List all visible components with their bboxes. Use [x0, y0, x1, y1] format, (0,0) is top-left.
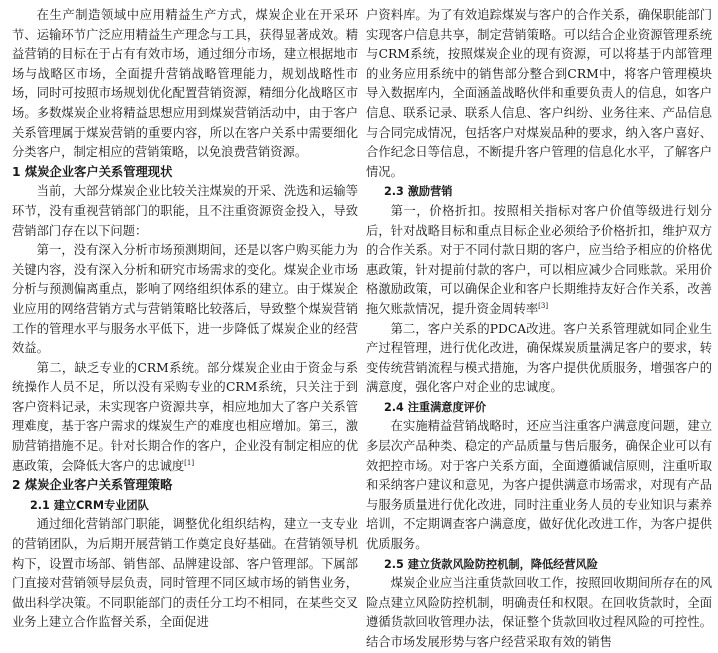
section-1-point-1-paragraph: 第一，没有深入分析市场预测期间，还是以客户购买能力为关键内容，没有深入分析和研究市场需求的变化。煤炭企业市场分析与预测偏离重点，影响了网络组织体系的建立。由于煤炭企业应用的网络营销方式与营销策略比较落后，导致整个煤炭营销工作的管理水平与服务水平低下，进一步降低了煤炭企业的经营效益。 — [12, 243, 358, 356]
section-2-4-paragraph: 在实施精益营销战略时，还应当注重客户满意度问题，建立多层次产品种类、稳定的产品质量与售后服务，确保企业可以有效把控市场。对于客户关系方面，全面遵循诚信原则，注重听取和采纳客户建议和意见，为客户提供满意市场需求，对现有产品与服务质量进行优化改进，同时注重业务人员的专业知识与素养培训，不定期调查客户满意度，做好优化改进工作，为客户提供优质服务。 — [366, 419, 712, 552]
section-2-5-heading: 2.5 建立货款风险防控机制，降低经营风险 — [384, 557, 598, 571]
right-column — [366, 0, 712, 653]
section-2-3-point-2-paragraph: 第二，客户关系的PDCA改进。客户关系管理就如同企业生产过程管理，进行优化改进，确保煤炭质量满足客户的要求，转变传统营销流程与模式措施，为客户提供优质服务，增强客户的满意度，强化客户对企业的忠诚度。 — [366, 321, 712, 395]
citation-ref-1: [1] — [184, 458, 195, 467]
citation-ref-3: [3] — [538, 301, 549, 310]
left-column — [12, 0, 358, 633]
section-2-1-heading: 2.1 建立CRM专业团队 — [30, 498, 149, 512]
section-2-3-point-1-paragraph — [366, 202, 712, 320]
continued-paragraph: 户资料库。为了有效追踪煤炭与客户的合作关系，确保职能部门实现客户信息共享，制定营销策略。可以结合企业资源管理系统与CRM系统，按照煤炭企业的现有资源，可以将基于内部管理的业务应用系统中的销售部分整合到CRM中，将客户管理模块导入数据库内，全面涵盖战略伙伴和重要负责人的信息，如客户信息、联系记录、联系人信息、客户纠纷、业务往来、产品信息与合同完成情况，包括客户对煤炭品种的要求，纳入客户喜好、合作纪念日等信息，不断提升客户管理的信息化水平，了解客户情况。 — [366, 8, 712, 179]
section-2-5-paragraph: 煤炭企业应当注重货款回收工作，按照回收期间所存在的风险点建立风险防控机制，明确责任和权限。在回收货款时，全面遵循货款回收管理办法，保证整个货款回收过程风险的可控性。结合市场发展形势与客户经营采取有效的销售 — [366, 576, 712, 649]
intro-paragraph: 在生产制造领域中应用精益生产方式，煤炭企业在开采环节、运输环节广泛应用精益生产理念与工具，获得显著成效。精益营销的目标在于占有有效市场，通过细分市场，建立根据地市场与战略区市场，全面提升营销战略管理能力，规划战略性市场，同时可按照市场规划优化配置营销资源，精细分化战略区市场。多数煤炭企业将精益思想应用到煤炭营销活动中，由于客户关系管理属于煤炭营销的重要内容，所以在客户关系中需要细化分类客户，制定相应的营销策略，以免浪费营销资源。 — [12, 8, 358, 160]
section-2-3-heading: 2.3 激励营销 — [384, 185, 453, 199]
section-2-1-paragraph: 通过细化营销部门职能，调整优化组织结构，建立一支专业的营销团队，为后期开展营销工作奠定良好基础。在营销领导机构下，设置市场部、销售部、品牌建设部、客户管理部。下属部门直接对营销领导层负责，同时管理不同区域市场的销售业务，做出科学决策。不同职能部门的责任分工均不相同，在某些交叉业务上建立合作监督关系，全面促进 — [12, 517, 358, 630]
section-1-heading: 1 煤炭企业客户关系管理现状 — [12, 164, 173, 179]
section-1-point-2-paragraph — [12, 359, 358, 477]
section-2-heading: 2 煤炭企业客户关系管理策略 — [12, 478, 173, 493]
section-2-3-point-1-text: 第一，价格折扣。按照相关指标对客户价值等级进行划分后，针对战略目标和重点目标企业必须给予价格折扣，维护双方的合作关系。对于不同付款日期的客户，应当给予相应的价格优惠政策，针对提前付款的客户，可以相应减少合同账款。采用价格激励政策，可以确保企业和客户长期维持友好合作关系，改善拖欠账款情况，提升资金周转率 — [366, 203, 712, 316]
section-1-intro-paragraph: 当前，大部分煤炭企业比较关注煤炭的开采、洗选和运输等环节，没有重视营销部门的职能，且不注重资源资金投入，导致营销部门存在以下问题： — [12, 184, 358, 238]
section-1-point-2-text: 第二，缺乏专业的CRM系统。部分煤炭企业由于资金与系统操作人员不足，所以没有采购专业的CRM系统，只关注于到客户资料记录，未实现客户资源共享，相应地加大了客户关系管理难度，基于客户需求的煤炭生产的难度也相应增加。第三，激励营销措施不足。针对长期合作的客户，企业没有制定相应的优惠政策，会降低大客户的忠诚度 — [12, 360, 358, 473]
section-2-4-heading: 2.4 注重满意度评价 — [384, 400, 487, 414]
